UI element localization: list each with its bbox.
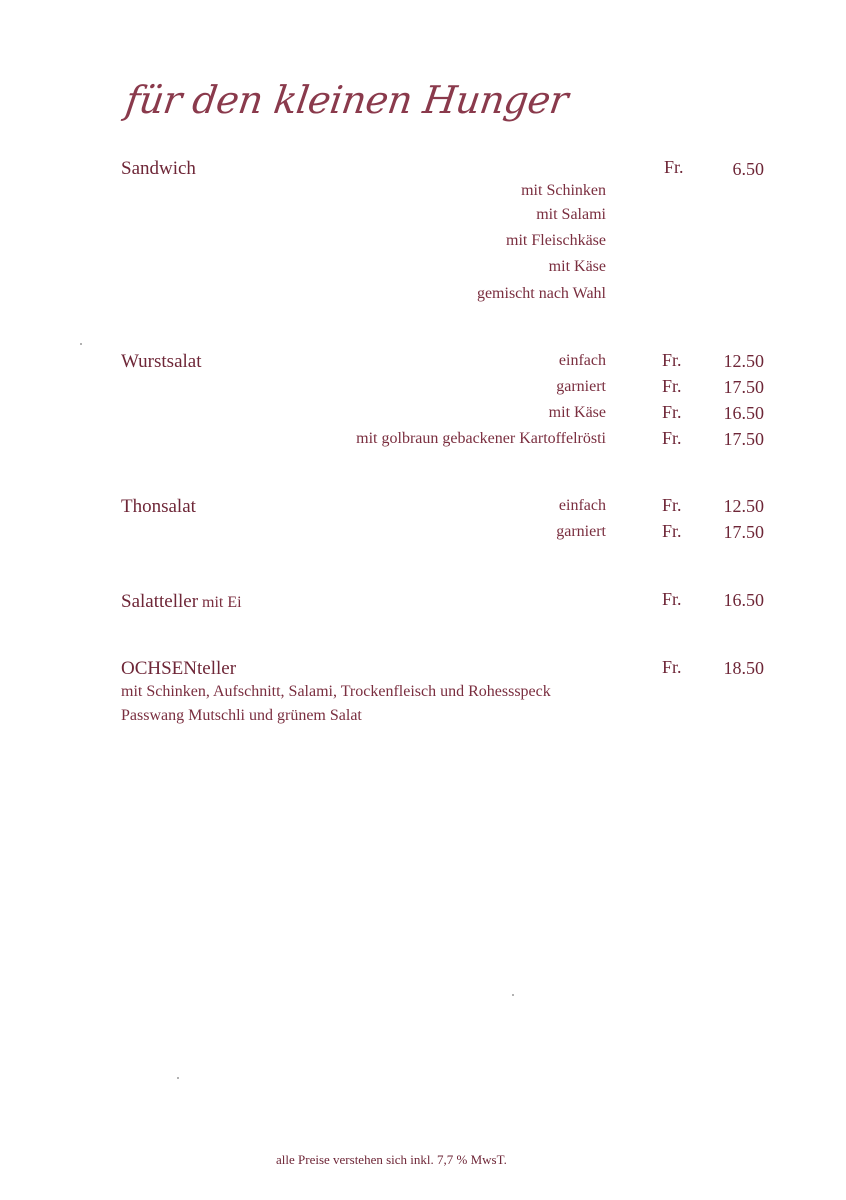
item-name-thonsalat: Thonsalat — [121, 496, 196, 517]
price-thonsalat: 12.50 — [723, 496, 764, 516]
wurstsalat-variant: mit golbraun gebackener Kartoffelrösti — [356, 430, 606, 447]
price-note-footer: alle Preise verstehen sich inkl. 7,7 % MwsT. — [276, 1152, 507, 1167]
price-thonsalat: 17.50 — [723, 522, 764, 542]
wurstsalat-variant: mit Käse — [548, 404, 606, 421]
price-wurstsalat: 17.50 — [723, 377, 764, 397]
page-title: für den kleinen Hunger — [122, 78, 571, 122]
sandwich-option: mit Fleischkäse — [506, 232, 606, 249]
sandwich-option: mit Salami — [536, 206, 606, 223]
currency-wurstsalat: Fr. — [662, 376, 682, 396]
wurstsalat-variant: garniert — [556, 378, 606, 395]
currency-salatteller: Fr. — [662, 589, 682, 609]
salatteller-name: Salatteller — [121, 591, 199, 612]
sandwich-option: gemischt nach Wahl — [476, 285, 606, 302]
price-ochsenteller: 18.50 — [723, 658, 764, 678]
currency-ochsenteller: Fr. — [662, 657, 682, 677]
sandwich-option: mit Schinken — [521, 182, 606, 199]
salatteller-suffix: mit Ei — [198, 594, 242, 611]
currency-sandwich: Fr. — [664, 157, 684, 177]
price-wurstsalat: 16.50 — [723, 403, 764, 423]
thonsalat-variant: einfach — [558, 497, 606, 514]
scan-speck — [177, 1077, 179, 1079]
ochsenteller-description: mit Schinken, Aufschnitt, Salami, Trockenfleisch und Rohessspeck — [121, 683, 551, 700]
item-name-sandwich: Sandwich — [121, 158, 196, 179]
price-salatteller: 16.50 — [723, 590, 764, 610]
item-name-ochsenteller: OCHSENteller — [121, 658, 237, 679]
currency-wurstsalat: Fr. — [662, 402, 682, 422]
wurstsalat-variant: einfach — [558, 352, 606, 369]
price-sandwich: 6.50 — [732, 159, 764, 179]
currency-wurstsalat: Fr. — [662, 428, 682, 448]
ochsenteller-description: Passwang Mutschli und grünem Salat — [121, 707, 362, 724]
item-name-salatteller — [121, 591, 242, 613]
scan-speck — [512, 994, 514, 996]
price-wurstsalat: 12.50 — [723, 351, 764, 371]
thonsalat-variant: garniert — [556, 523, 606, 540]
item-name-wurstsalat: Wurstsalat — [121, 351, 202, 372]
currency-wurstsalat: Fr. — [662, 350, 682, 370]
scan-speck — [80, 343, 82, 345]
price-wurstsalat: 17.50 — [723, 429, 764, 449]
currency-thonsalat: Fr. — [662, 521, 682, 541]
sandwich-option: mit Käse — [548, 258, 606, 275]
currency-thonsalat: Fr. — [662, 495, 682, 515]
